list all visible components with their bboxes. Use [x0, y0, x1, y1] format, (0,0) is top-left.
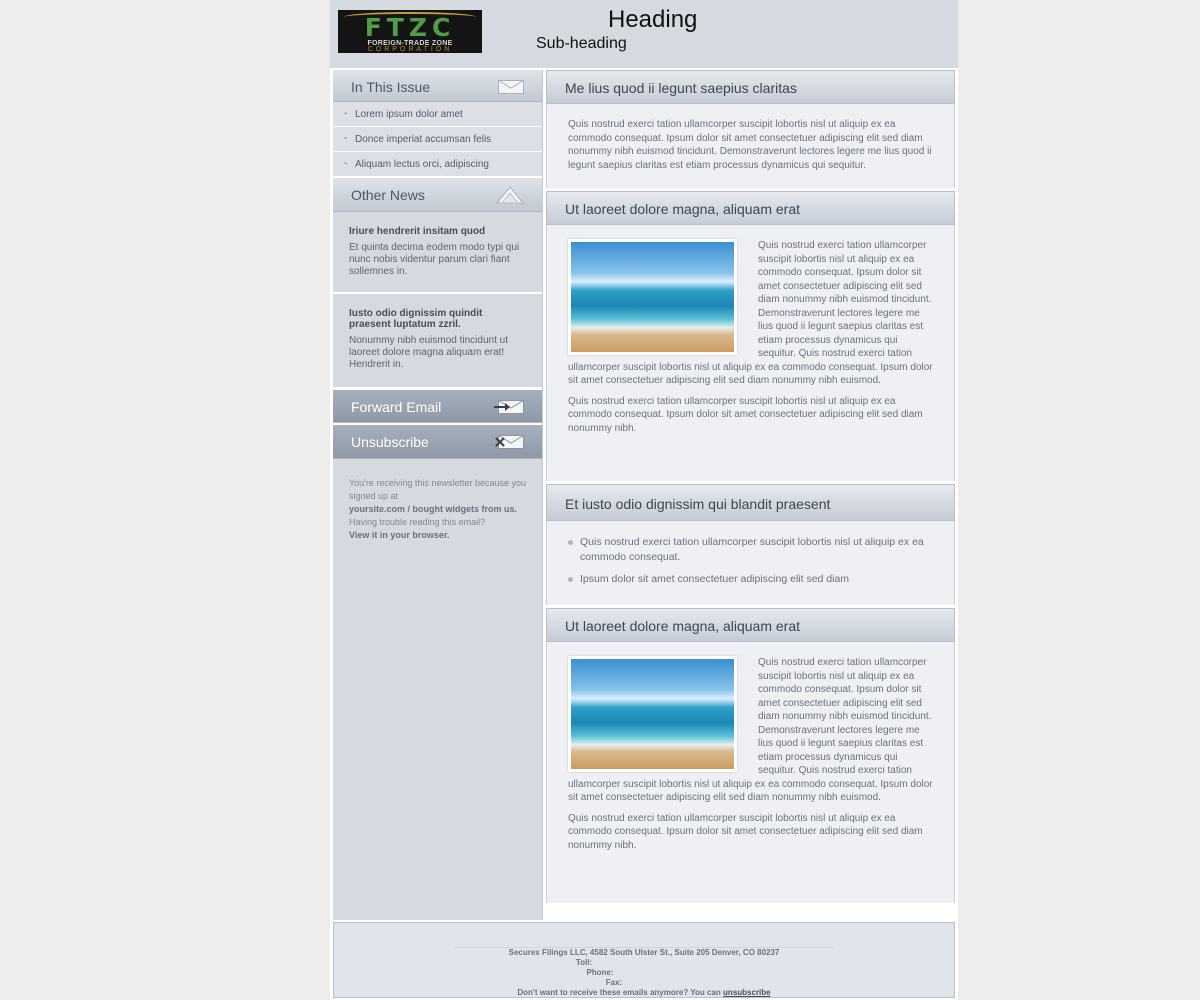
envelope-icon [498, 80, 524, 99]
article-3-title: Et iusto odio dignissim qui blandit praesent [546, 484, 955, 521]
article-4-paragraph-1: Quis nostrud exerci tation ullamcorper suscipit lobortis nisl ut aliquip ex ea commodo consequat. Ipsum dolor sit amet consectetuer adipiscing elit sed diam nonummy nibh euismod tincidunt. Demonstraverunt lectores legere me lius quod ii legunt saepius claritas est etiam processus dynamicus qui sequitur. Quis nostrud exerci tation ullamcorper suscipit lobortis nisl ut aliquip ex ea commodo consequat. Ipsum dolor sit amet consectetuer adipiscing elit sed diam nonummy nibh euismod. [568, 657, 933, 803]
beach-photo [568, 656, 737, 772]
bullet-icon [568, 540, 573, 545]
in-this-issue-header [333, 70, 542, 102]
page-subheading: Sub-heading [536, 35, 627, 52]
news-item [333, 212, 542, 294]
header [330, 0, 958, 68]
issue-item[interactable] [333, 127, 542, 152]
article-2-title: Ut laoreet dolore magna, aliquam erat [546, 191, 955, 225]
news-title[interactable]: Iriure hendrerit insitam quod [349, 226, 486, 237]
footer-address: Securex Filings LLC, 4582 South Ulster St., Suite 205 Denver, CO 80237 [508, 948, 780, 957]
list-item-text: Quis nostrud exerci tation ullamcorper suscipit lobortis nisl ut aliquip ex ea commodo consequat. [580, 536, 924, 563]
news-text: Et quinta decima eodem modo typi qui nunc nobis videntur parum clari fiant sollemnes in. [349, 242, 520, 277]
article-1-paragraph: Quis nostrud exerci tation ullamcorper suscipit lobortis nisl ut aliquip ex ea commodo consequat. Ipsum dolor sit amet consectetuer adipiscing elit sed diam nonummy nibh euismod tincidunt. Demonstraverunt lectores legere me lius quod ii legunt saepius claritas est etiam processus dynamicus qui sequitur. [568, 119, 932, 171]
main-content [546, 70, 955, 903]
dash-icon: - [344, 108, 348, 119]
footer-unsub-text: Don't want to receive these emails anymore? You can [517, 988, 721, 997]
article-4-body [546, 642, 955, 903]
dash-icon: - [344, 158, 348, 169]
news-item [333, 294, 542, 389]
footer [333, 922, 955, 998]
article-1-body [546, 104, 955, 188]
newsletter-page [330, 0, 958, 1000]
issue-list [333, 102, 542, 177]
footer-toll: Toll: [575, 958, 593, 967]
article-4-paragraph-2: Quis nostrud exerci tation ullamcorper suscipit lobortis nisl ut aliquip ex ea commodo consequat. Ipsum dolor sit amet consectetuer adipiscing elit sed diam nonummy nibh. [568, 812, 923, 851]
issue-item-label: Aliquam lectus orci, adipiscing [355, 159, 489, 170]
article-4-title: Ut laoreet dolore magna, aliquam erat [546, 608, 955, 642]
issue-item-label: Donce imperiat accumsan felis [355, 134, 492, 145]
article-2-paragraph-1: Quis nostrud exerci tation ullamcorper suscipit lobortis nisl ut aliquip ex ea commodo consequat. Ipsum dolor sit amet consectetuer adipiscing elit sed diam nonummy nibh euismod tincidunt. Demonstraverunt lectores legere me lius quod ii legunt saepius claritas est etiam processus dynamicus qui sequitur. Quis nostrud exerci tation ullamcorper suscipit lobortis nisl ut aliquip ex ea commodo consequat. Ipsum dolor sit amet consectetuer adipiscing elit sed diam nonummy nibh euismod. [568, 240, 933, 386]
page-heading: Heading [608, 6, 698, 33]
subscription-notice [333, 459, 542, 560]
ftzc-logo [338, 10, 482, 53]
bullet-icon [568, 577, 573, 582]
list-item-text: Ipsum dolor sit amet consectetuer adipiscing elit sed diam [580, 573, 850, 585]
logo-line1: FOREIGN-TRADE ZONE [367, 40, 453, 47]
news-text: Nonummy nibh euismod tincidunt ut laoreet dolore magna aliquam erat! Hendrerit in. [349, 335, 508, 370]
issue-item[interactable] [333, 152, 542, 177]
notice-line2: Having trouble reading this email? [349, 517, 486, 527]
footer-fax: Fax: [605, 978, 623, 987]
in-this-issue-label: In This Issue [351, 79, 431, 95]
list-item [568, 572, 934, 587]
open-envelope-icon [496, 184, 524, 209]
dash-icon: - [344, 133, 348, 144]
list-item [568, 535, 934, 565]
article-1-title: Me lius quod ii legunt saepius claritas [546, 70, 955, 104]
footer-unsubscribe-line [334, 988, 954, 998]
beach-photo [568, 239, 737, 355]
footer-unsubscribe-link[interactable]: unsubscribe [723, 988, 771, 997]
issue-item-label: Lorem ipsum dolor amet [355, 109, 463, 120]
forward-email-label: Forward Email [351, 399, 442, 415]
article-2-body [546, 225, 955, 481]
unsubscribe-label: Unsubscribe [351, 434, 429, 450]
logo-letters: FTZC [364, 13, 456, 42]
unsubscribe-button[interactable] [333, 425, 542, 459]
news-title[interactable]: Iusto odio dignissim quindit praesent luptatum zzril. [349, 308, 483, 330]
other-news-label: Other News [351, 187, 425, 203]
forward-email-icon [494, 400, 524, 419]
article-2-paragraph-2: Quis nostrud exerci tation ullamcorper suscipit lobortis nisl ut aliquip ex ea commodo consequat. Ipsum dolor sit amet consectetuer adipiscing elit sed diam nonummy nibh. [568, 395, 923, 434]
view-in-browser-link[interactable]: View it in your browser. [349, 530, 450, 540]
other-news-header [333, 177, 542, 212]
forward-email-button[interactable] [333, 389, 542, 423]
sidebar [333, 70, 543, 920]
logo-line2: CORPORATION [367, 46, 453, 53]
bullet-list [568, 535, 934, 587]
signup-link[interactable]: yoursite.com / bought widgets from us. [349, 504, 518, 514]
issue-item[interactable] [333, 102, 542, 127]
unsubscribe-icon [494, 435, 524, 454]
footer-phone: Phone: [586, 968, 614, 977]
article-3-body [546, 521, 955, 605]
notice-line1: You're receiving this newsletter because you signed up at [349, 478, 526, 501]
